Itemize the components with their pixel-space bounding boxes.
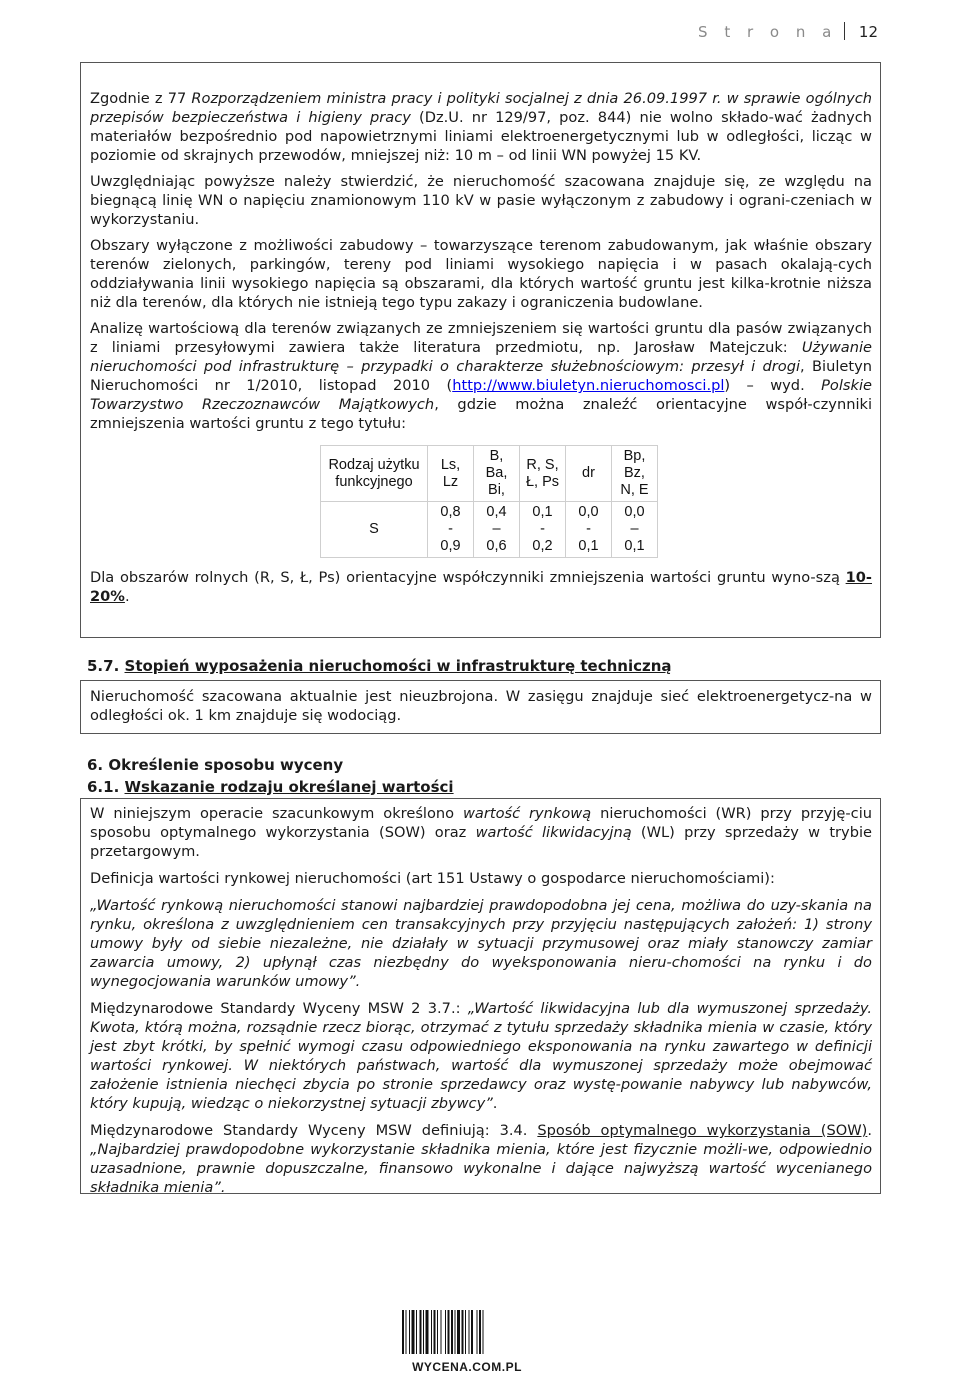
paragraph-liquidation-value: Międzynarodowe Standardy Wyceny MSW 2 3.7.: „Wartość likwidacyjna lub dla wymuszonej sprzedaży. Kwota, którą można, rozsądnie rzecz biorąc, otrzymać z tytułu sprzedaży składnika mienia w czasie, który jest zbyt krótki, by spełnić wymogi czasu odpowiedniego eksponowania na rynku zawartego w definicji wartości rynkowej. W niektórych państwach, wartość dla wymuszonej sprzedaży może obejmować założenie istnienia niechęci zbycia po stronie sprzedawcy oraz wystę-powanie nabywcy lub nabywców, który kupują, wiedząc o niekorzystnej sytuacji zbywcy”. <box>90 1000 872 1112</box>
table-header-cell: Bp, Bz, N, E <box>612 446 658 502</box>
section-heading-6: 6. Określenie sposobu wyceny <box>87 756 344 774</box>
table-header-cell: Rodzaj użytku funkcyjnego <box>321 446 428 502</box>
paragraph-definition: Definicja wartości rynkowej nieruchomości (art 151 Ustawy o gospodarce nieruchomościami): <box>90 870 775 887</box>
coefficient-table <box>320 445 658 558</box>
table-header-cell: R, S, Ł, Ps <box>520 446 566 502</box>
paragraph-optimal-use: Międzynarodowe Standardy Wyceny MSW definiują: 3.4. Sposób optymalnego wykorzystania (SOW). „Najbardziej prawdopodobne wykorzystanie składnika mienia, które jest fizycznie możli-we, odpowiednio uzasadnione, prawnie dopuszczalne, finansowo wykonalne i dające najwyższą wartość wycenianego składnika mienia”. <box>90 1122 872 1196</box>
barcode-icon <box>402 1310 532 1354</box>
table-cell: 0,0 – 0,1 <box>612 502 658 558</box>
footer-logo-text: WYCENA.COM.PL <box>412 1360 522 1374</box>
value-type-box <box>80 798 881 1194</box>
regulation-box <box>80 62 881 638</box>
table-header-cell: dr <box>566 446 612 502</box>
paragraph-literature: Analizę wartościową dla terenów związanych ze zmniejszeniem się wartości gruntu dla pasów związanych z liniami przesyłowymi zawiera także literatura przedmiotu, np. Jarosław Matejczuk: Używanie nieruchomości pod infrastrukturę – przypadki o charakterze służebnościowym: przesył i drogi, Biuletyn Nieruchomości nr 1/2010, listopad 2010 (http://www.biuletyn.nieruchomosci.pl) – wyd. Polskie Towarzystwo Rzeczoznawców Majątkowych, gdzie można znaleźć orientacyjne współ-czynniki zmniejszenia wartości gruntu z tego tytułu: <box>90 320 873 432</box>
paragraph-infrastructure: Nieruchomość szacowana aktualnie jest nieuzbrojona. W zasięgu znajduje sieć elektroenergetycz-na w odległości ok. 1 km znajduje się wodociąg. <box>90 688 872 724</box>
table-header-cell: Ls, Lz <box>428 446 474 502</box>
paragraph-excluded-areas: Obszary wyłączone z możliwości zabudowy – towarzyszące terenom zabudowanym, jak właśnie obszary terenów zielonych, parkingów, tereny pod liniami wysokiego napięcia i w pasach okalają-cych oddziaływania linii wysokiego napięcia są obszarami, dla których wartość gruntu jest kilka-krotnie niższa niż dla terenów, dla których nie istnieją tego typu zakazy i ograniczenia budowlane. <box>90 237 872 311</box>
table-row <box>321 502 658 558</box>
table-cell: 0,4 – 0,6 <box>474 502 520 558</box>
header-divider <box>844 22 845 40</box>
paragraph-market-value-quote: „Wartość rynkową nieruchomości stanowi najbardziej prawdopodobna jej cena, możliwa do uzy-skania na rynku, określona z uwzględnieniem cen transakcyjnych przy przyjęciu następujących założeń: 1) strony umowy były od siebie niezależne, nie działały w sytuacji przymusowej oraz miały stanowczy zamiar zawarcia umowy, 2) upłynął czas niezbędny do wyeksponowania nieru-chomości na rynku i do wynegocjowania warunków umowy”. <box>90 897 872 990</box>
infrastructure-box <box>80 680 881 734</box>
table-header-row <box>321 446 658 502</box>
table-cell: 0,0 - 0,1 <box>566 502 612 558</box>
table-row-label: S <box>321 502 428 558</box>
page-number: 12 <box>858 23 878 41</box>
table-cell: 0,8 - 0,9 <box>428 502 474 558</box>
paragraph-regulation: Zgodnie z 77 Rozporządzeniem ministra pracy i polityki socjalnej z dnia 26.09.1997 r. w sprawie ogólnych przepisów bezpieczeństwa i higieny pracy (Dz.U. nr 129/97, poz. 844) nie wolno składo-wać żadnych materiałów bezpośrednio pod napowietrznymi liniami elektroenergetycznymi lub w odległości, licząc w poziomie od skrajnych przewodów, mniejszej niż: 10 m – od linii WN powyżej 15 KV. <box>90 90 872 164</box>
page-label: S t r o n a <box>698 23 838 41</box>
table-cell: 0,1 - 0,2 <box>520 502 566 558</box>
table-header-cell: B, Ba, Bi, <box>474 446 520 502</box>
section-heading-5-7: 5.7. Stopień wyposażenia nieruchomości w infrastrukturę techniczną <box>87 657 672 675</box>
paragraph-conclusion: Uwzględniając powyższe należy stwierdzić, że nieruchomość szacowana znajduje się, ze względu na biegnącą linię WN o napięciu znamionowym 110 kV w pasie wyłączonym z zabudowy i ograni-czeniach w wykorzystaniu. <box>90 173 872 228</box>
section-heading-6-1: 6.1. Wskazanie rodzaju określanej wartości <box>87 778 454 796</box>
page-header <box>698 22 878 41</box>
biuletyn-link[interactable]: http://www.biuletyn.nieruchomosci.pl <box>452 377 725 394</box>
paragraph-agricultural: Dla obszarów rolnych (R, S, Ł, Ps) orientacyjne współczynniki zmniejszenia wartości gruntu wyno-szą 10-20%. <box>90 569 872 605</box>
paragraph-values: W niniejszym operacie szacunkowym określono wartość rynkową nieruchomości (WR) przy przyję-ciu sposobu optymalnego wykorzystania (SOW) oraz wartość likwidacyjną (WL) przy sprzedaży w trybie przetargowym. <box>90 805 873 860</box>
footer-logo <box>402 1310 532 1372</box>
